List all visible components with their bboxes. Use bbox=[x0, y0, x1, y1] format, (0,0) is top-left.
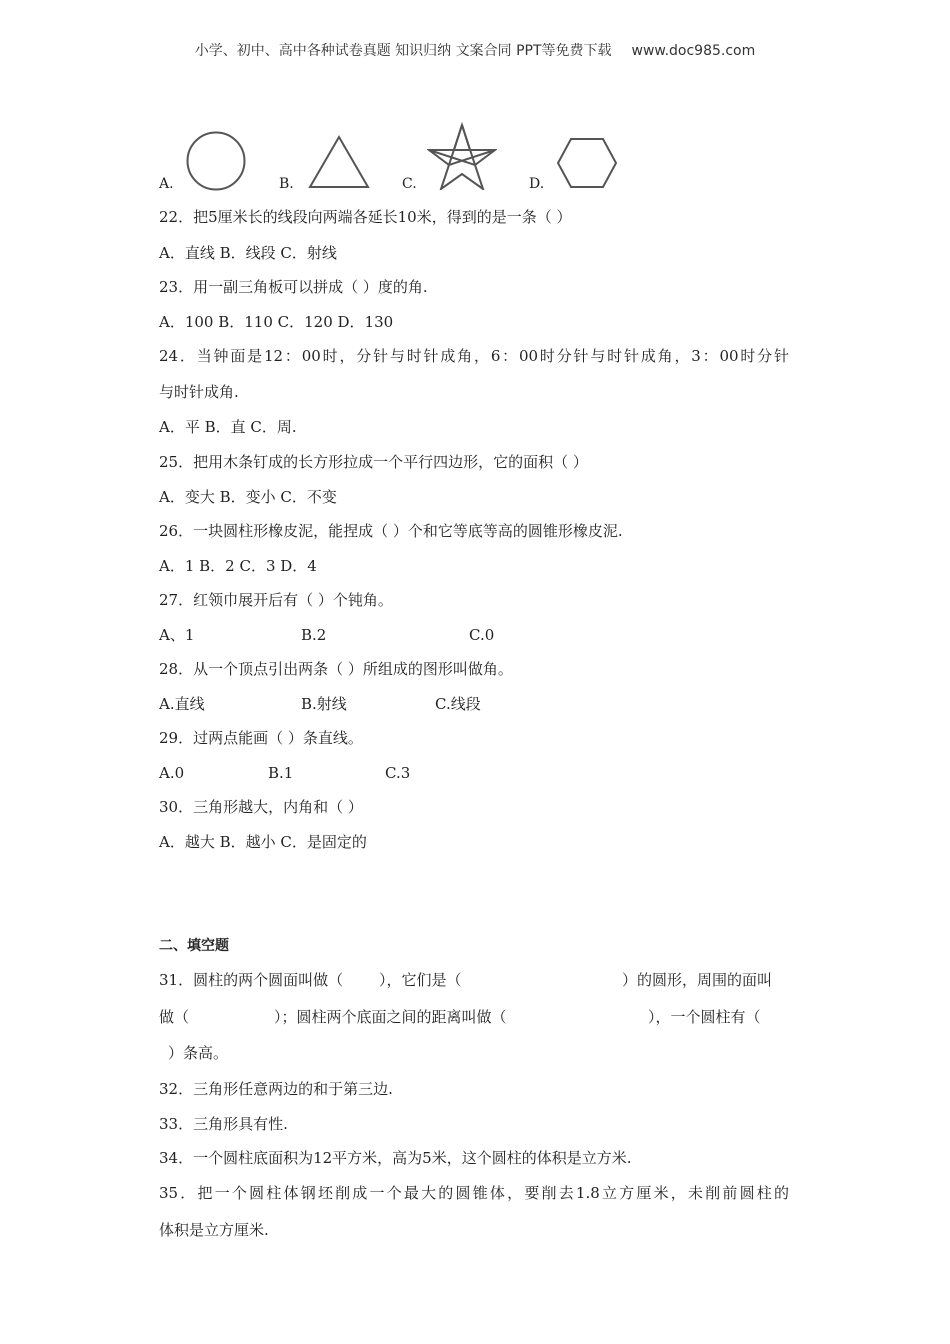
q31-line1-part2: ），它们是（ bbox=[379, 971, 462, 989]
q21-option-d: D. bbox=[529, 176, 545, 192]
q30-options: A．越大 B．越小 C．是固定的 bbox=[159, 833, 367, 851]
q23-text: 23．用一副三角板可以拼成（ ）度的角. bbox=[159, 278, 428, 296]
q21-option-b: B. bbox=[279, 176, 294, 192]
q21-option-c: C. bbox=[402, 176, 417, 192]
page-header bbox=[0, 40, 950, 60]
q27-option-b: B.2 bbox=[301, 626, 327, 644]
q25-text: 25．把用木条钉成的长方形拉成一个平行四边形，它的面积（ ） bbox=[159, 453, 588, 471]
q24-text-2: 与时针成角. bbox=[159, 383, 239, 401]
q31-line2-part1: 做（ bbox=[159, 1008, 190, 1026]
q22-text: 22．把5厘米长的线段向两端各延长10米，得到的是一条（ ） bbox=[159, 208, 572, 226]
header-url: www.doc985.com bbox=[631, 43, 756, 59]
q29-text: 29．过两点能画（ ）条直线。 bbox=[159, 729, 363, 747]
q29-option-c: C.3 bbox=[385, 764, 411, 782]
q27-option-c: C.0 bbox=[469, 626, 495, 644]
q28-text: 28．从一个顶点引出两条（ ）所组成的图形叫做角。 bbox=[159, 660, 513, 678]
triangle-icon bbox=[307, 134, 371, 190]
q28-option-c: C.线段 bbox=[435, 695, 481, 713]
q28-option-b: B.射线 bbox=[301, 695, 347, 713]
q21-shapes bbox=[159, 122, 639, 196]
q31-line1-part1: 31．圆柱的两个圆面叫做（ bbox=[159, 971, 344, 989]
section-title: 二、填空题 bbox=[159, 938, 229, 954]
q31-line1-part3: ）的圆形，周围的面叫 bbox=[622, 971, 773, 989]
hexagon-icon bbox=[555, 136, 619, 190]
q27-option-a: A、1 bbox=[159, 626, 195, 644]
q24-text-1: 24．当钟面是12：00时，分针与时针成角，6：00时分针与时针成角，3：00时分针 bbox=[159, 347, 789, 365]
q31-line2-part3: ），一个圆柱有（ bbox=[648, 1008, 761, 1026]
star-icon bbox=[427, 122, 497, 190]
q35-text-1: 35．把一个圆柱体钢坯削成一个最大的圆锥体，要削去1.8立方厘米，未削前圆柱的 bbox=[159, 1184, 789, 1202]
q21-option-a: A. bbox=[159, 176, 174, 192]
q27-text: 27．红领巾展开后有（ ）个钝角。 bbox=[159, 591, 393, 609]
q29-option-a: A.0 bbox=[159, 764, 185, 782]
header-text: 小学、初中、高中各种试卷真题 知识归纳 文案合同 PPT等免费下载 bbox=[194, 43, 612, 59]
q24-options: A．平 B．直 C．周. bbox=[159, 418, 297, 436]
q30-text: 30．三角形越大，内角和（ ） bbox=[159, 798, 363, 816]
q34-text: 34．一个圆柱底面积为12平方米，高为5米，这个圆柱的体积是立方米. bbox=[159, 1149, 632, 1167]
q22-options: A．直线 B．线段 C．射线 bbox=[159, 244, 337, 262]
q29-option-b: B.1 bbox=[268, 764, 294, 782]
q25-options: A．变大 B．变小 C．不变 bbox=[159, 488, 337, 506]
q31-line-2 bbox=[159, 1007, 789, 1027]
q32-text: 32．三角形任意两边的和于第三边. bbox=[159, 1080, 393, 1098]
q26-text: 26．一块圆柱形橡皮泥，能捏成（ ）个和它等底等高的圆锥形橡皮泥. bbox=[159, 522, 623, 540]
q35-text-2: 体积是立方厘米. bbox=[159, 1221, 269, 1239]
q33-text: 33．三角形具有性. bbox=[159, 1115, 288, 1133]
q31-line2-part2: ）；圆柱两个底面之间的距离叫做（ bbox=[274, 1008, 507, 1026]
circle-icon bbox=[185, 130, 247, 192]
q28-option-a: A.直线 bbox=[159, 695, 205, 713]
q31-line-3: ）条高。 bbox=[168, 1044, 229, 1062]
q26-options: A．1 B．2 C．3 D．4 bbox=[159, 557, 317, 575]
q23-options: A．100 B．110 C．120 D．130 bbox=[159, 313, 394, 331]
q31-line-1 bbox=[159, 970, 789, 990]
